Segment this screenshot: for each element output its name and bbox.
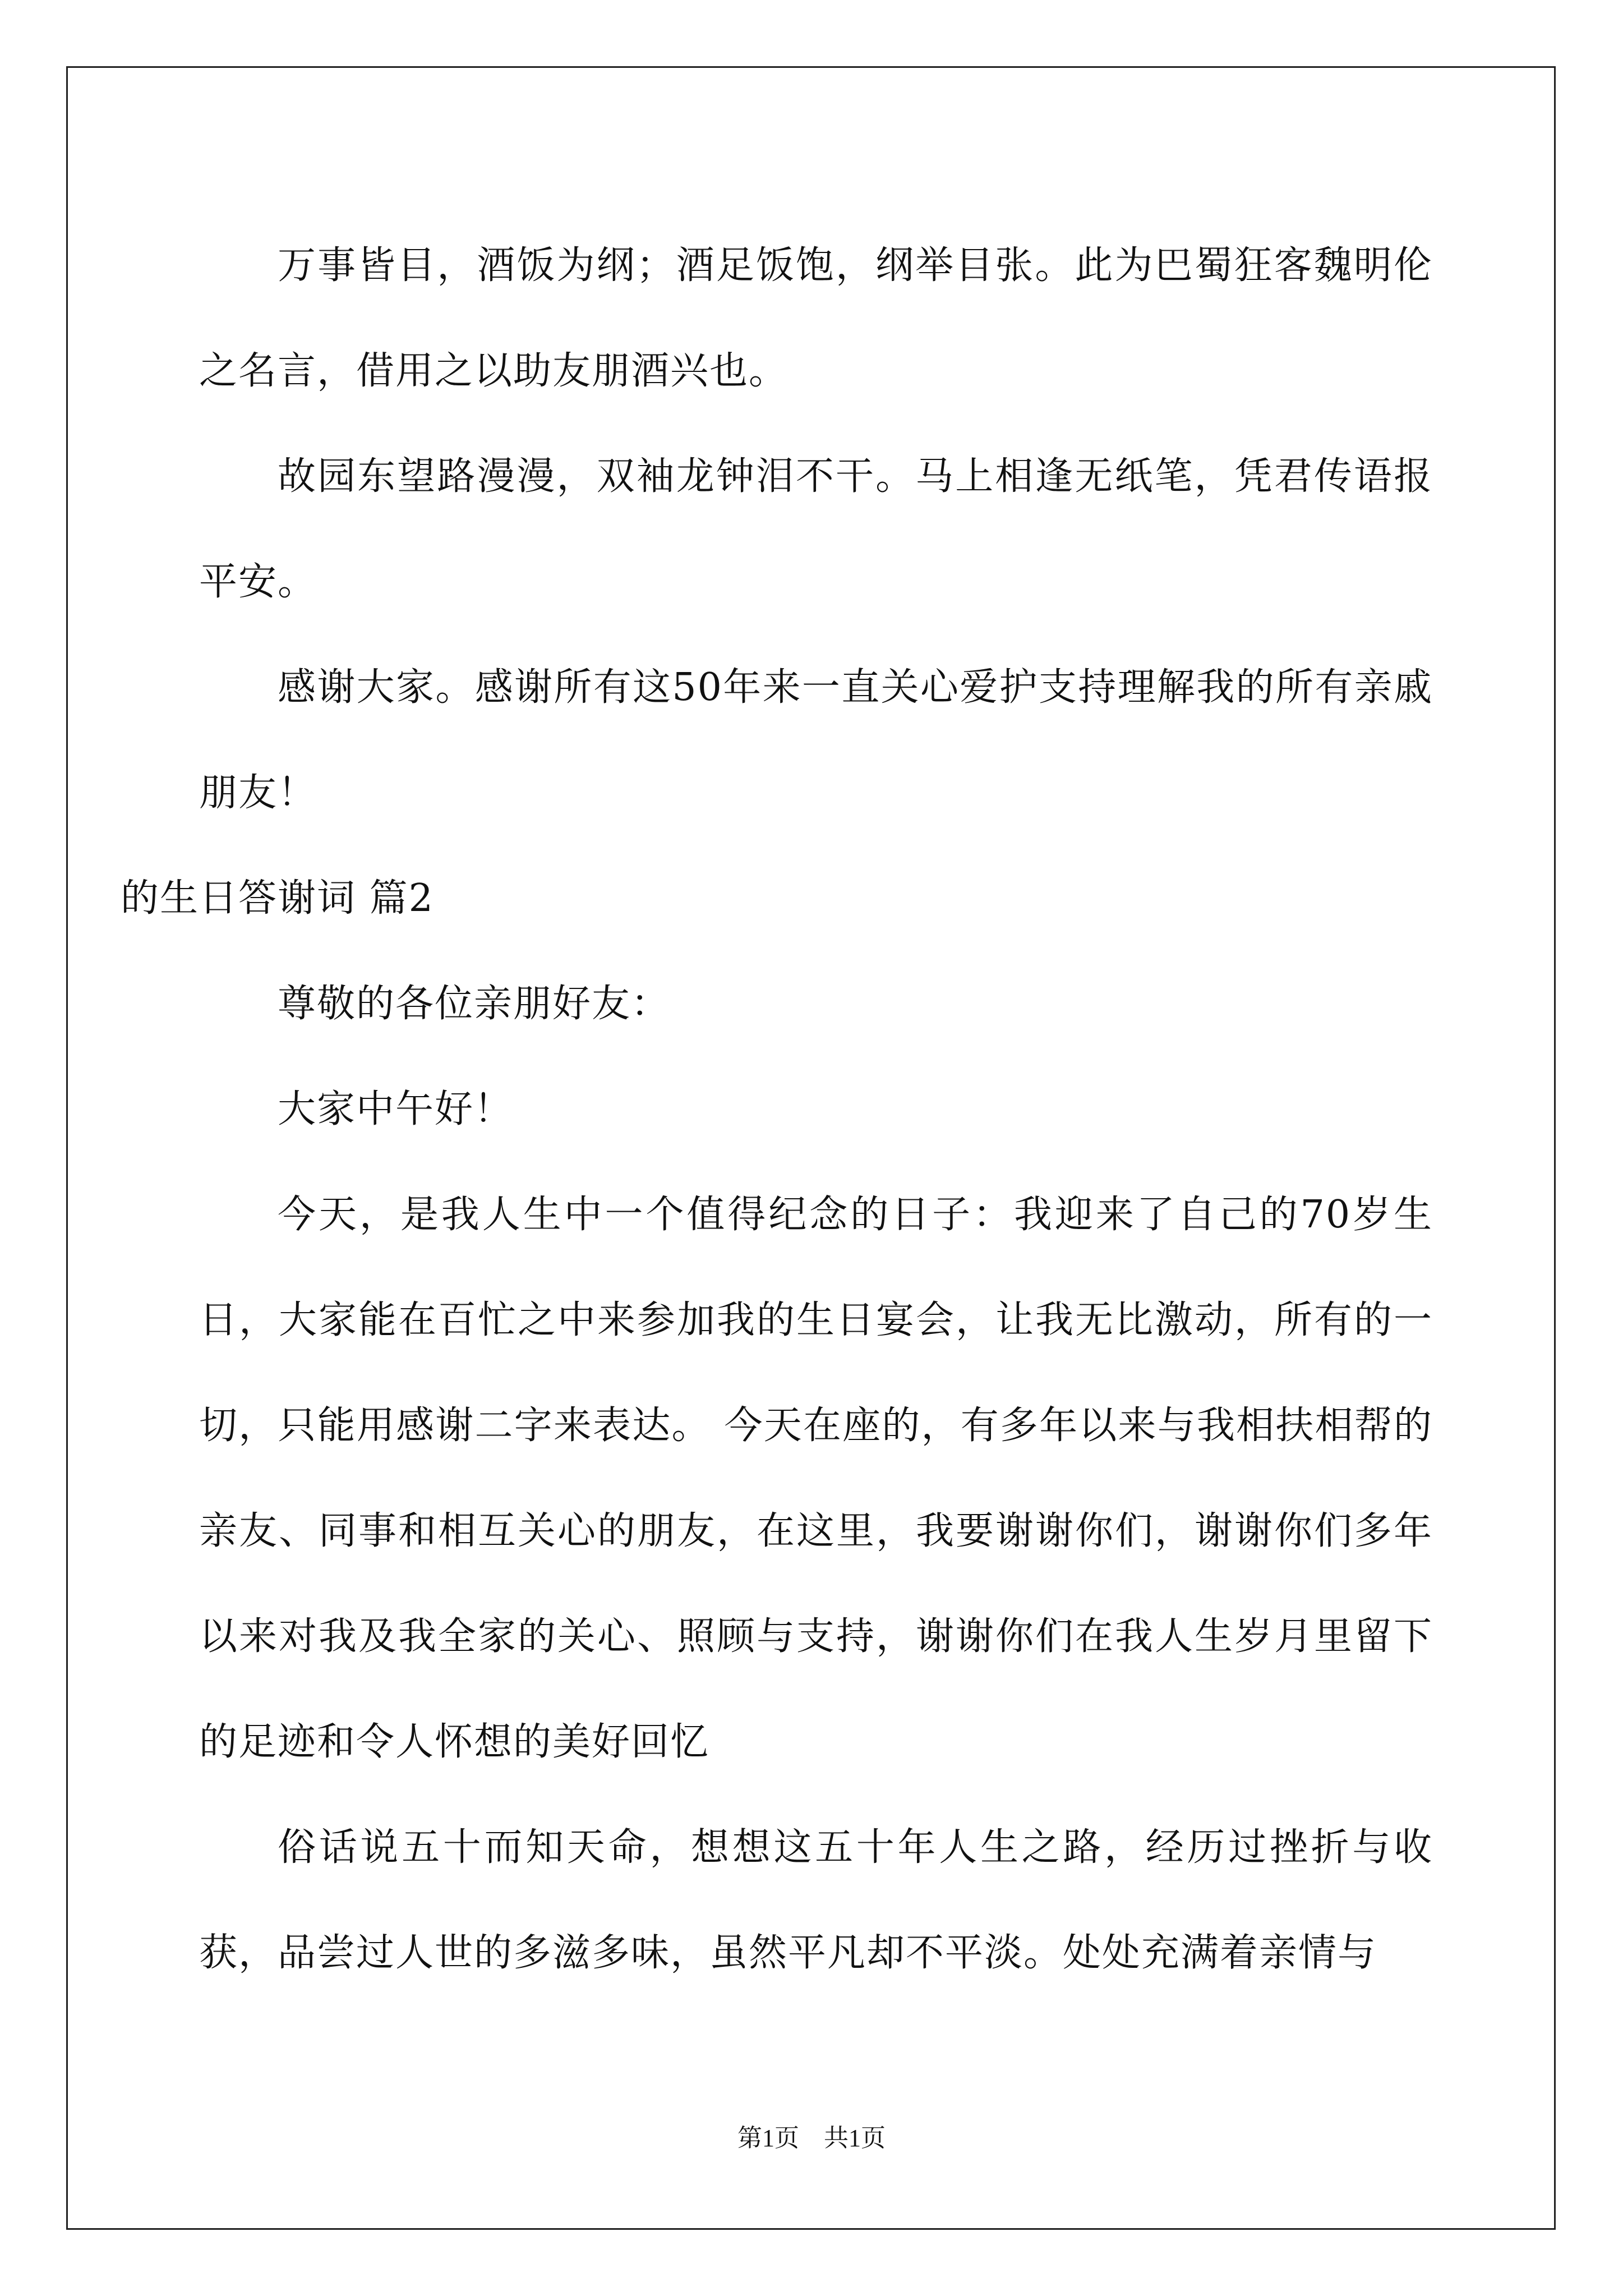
salutation: 尊敬的各位亲朋好友： bbox=[278, 982, 671, 1026]
greeting: 大家中午好！ bbox=[278, 1087, 514, 1131]
paragraph-1: 万事皆目，酒饭为纲；酒足饭饱，纲举目张。此为巴蜀狂客魏明伦之名言，借用之以助友朋酒兴也。 bbox=[199, 243, 1433, 393]
section-heading: 的生日答谢词 篇2 bbox=[121, 876, 434, 921]
page-footer: 第1页 共1页 bbox=[737, 2124, 886, 2152]
paragraph-body-2: 俗话说五十而知天命，想想这五十年人生之路，经历过挫折与收获，品尝过人世的多滋多味，虽然平凡却不平淡。处处充满着亲情与 bbox=[199, 1825, 1433, 1975]
paragraph-3: 感谢大家。感谢所有这50年来一直关心爱护支持理解我的所有亲戚朋友！ bbox=[199, 665, 1433, 815]
paragraph-body-1: 今天，是我人生中一个值得纪念的日子：我迎来了自己的70岁生日，大家能在百忙之中来参加我的生日宴会，让我无比激动，所有的一切，只能用感谢二字来表达。 今天在座的，有多年以来与我相扶相帮的亲友、同事和相互关心的朋友，在这里，我要谢谢你们，谢谢你们多年以来对我及我全家的关心、照顾与支持，谢谢你们在我人生岁月里留下的足迹和令人怀想的美好回忆 bbox=[199, 1193, 1433, 1764]
document-body bbox=[121, 213, 1433, 2006]
paragraph-2: 故园东望路漫漫，双袖龙钟泪不干。马上相逢无纸笔，凭君传语报平安。 bbox=[199, 454, 1433, 604]
